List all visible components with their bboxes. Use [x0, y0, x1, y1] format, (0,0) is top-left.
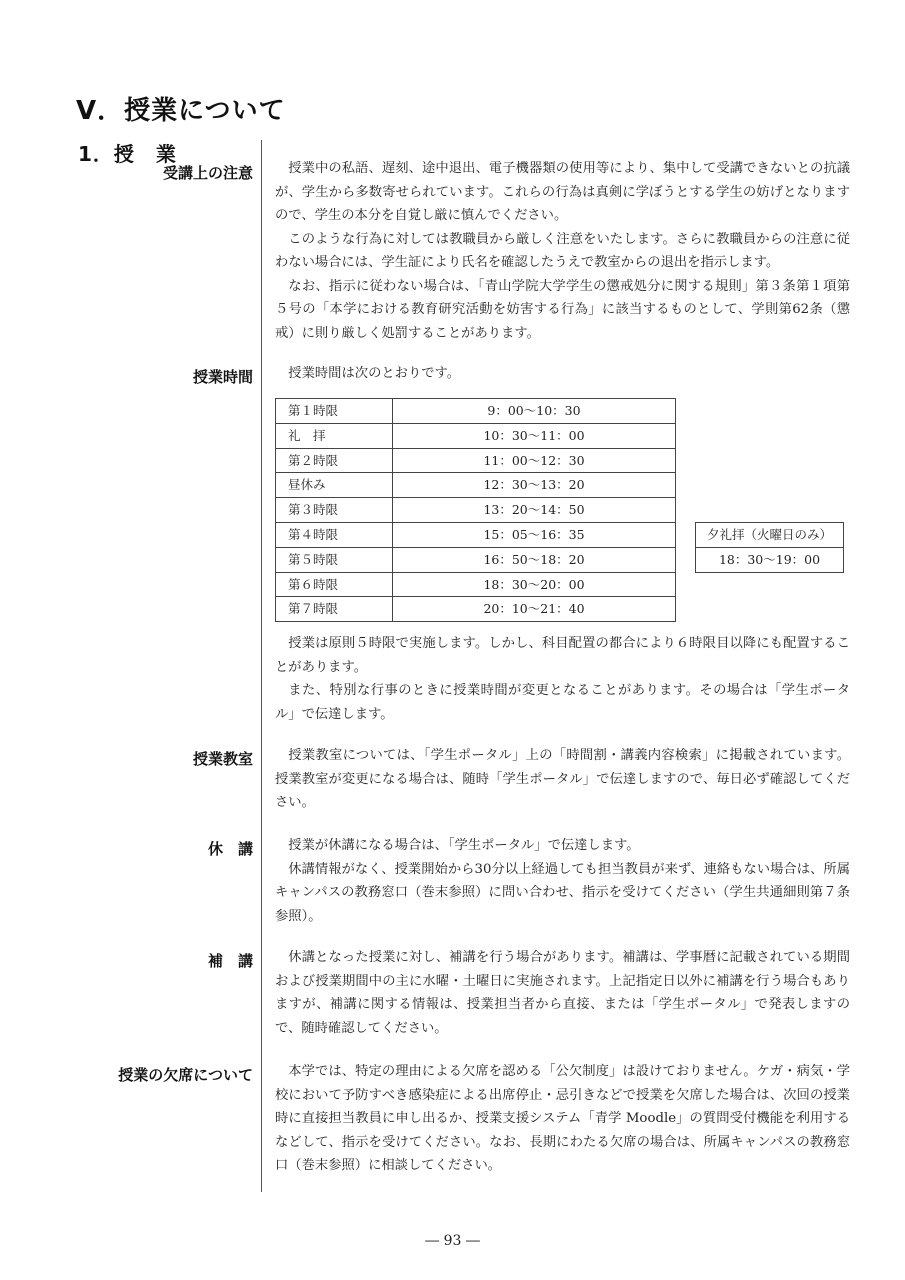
period-name: 第５時限	[276, 547, 393, 572]
period-time: 12：30〜13：20	[393, 473, 676, 498]
table-row	[276, 399, 676, 424]
absence-body	[275, 1060, 850, 1178]
table-row	[276, 572, 676, 597]
evening-worship-time: 18：30〜19：00	[696, 547, 844, 572]
period-name: 第２時限	[276, 448, 393, 473]
period-time: 11：00〜12：30	[393, 448, 676, 473]
period-name: 礼 拝	[276, 423, 393, 448]
period-time: 15：05〜16：35	[393, 522, 676, 547]
period-name: 第４時限	[276, 522, 393, 547]
label-notes: 受講上の注意	[162, 164, 253, 182]
period-name: 第７時限	[276, 597, 393, 622]
table-row	[276, 547, 676, 572]
period-time: 18：30〜20：00	[393, 572, 676, 597]
label-cancellation: 休 講	[207, 840, 253, 858]
vertical-divider	[261, 140, 262, 1192]
table-row	[696, 523, 844, 548]
hours-body	[275, 632, 850, 726]
label-classroom: 授業教室	[192, 750, 253, 768]
cancellation-paragraph: 休講情報がなく、授業開始から30分以上経過しても担当教員が来ず、連絡もない場合は、所属キャンパスの教務窓口（巻末参照）に問い合わせ、指示を受けてください（学生共通細則第７条参照）。	[275, 861, 850, 924]
hours-intro: 授業時間は次のとおりです。	[288, 366, 461, 381]
table-row	[276, 448, 676, 473]
section-title: 1．授 業	[78, 142, 177, 166]
chapter-title: Ⅴ．授業について	[76, 96, 286, 126]
period-time: 20：10〜21：40	[393, 597, 676, 622]
makeup-body	[275, 946, 850, 1040]
evening-worship-label: 夕礼拝（火曜日のみ）	[696, 523, 844, 548]
label-absence: 授業の欠席について	[118, 1066, 253, 1084]
period-name: 第１時限	[276, 399, 393, 424]
table-row	[696, 547, 844, 572]
hours-paragraph: 授業は原則５時限で実施します。しかし、科目配置の都合により６時限目以降にも配置することがあります。	[275, 636, 850, 675]
period-time: 9：00〜10：30	[393, 399, 676, 424]
hours-paragraph: また、特別な行事のときに授業時間が変更となることがあります。その場合は「学生ポータル」で伝達します。	[275, 683, 850, 722]
notes-body	[275, 157, 850, 345]
table-row	[276, 522, 676, 547]
cancellation-paragraph: 授業が休講になる場合は、「学生ポータル」で伝達します。	[288, 838, 640, 853]
label-hours: 授業時間	[192, 368, 253, 386]
absence-paragraph: 本学では、特定の理由による欠席を認める「公欠制度」は設けておりません。ケガ・病気・学校において予防すべき感染症による出席停止・忌引きなどで授業を欠席した場合は、次回の授業時に直接担当教員に申し出るか、授業支援システム「青学 Moodle」の質問受付機能を利用するなどして、指示を受けてください。なお、長期にわたる欠席の場合は、所属キャンパスの教務窓口（巻末参照）に相談してください。	[275, 1064, 850, 1173]
cancellation-body	[275, 834, 850, 928]
period-name: 第３時限	[276, 498, 393, 523]
notes-paragraph: 授業中の私語、遅刻、途中退出、電子機器類の使用等により、集中して受講できないとの抗議が、学生から多数寄せられています。これらの行為は真剣に学ぼうとする学生の妨げとなりますので、学生の本分を自覚し厳に慎んでください。	[275, 161, 850, 223]
label-makeup: 補 講	[207, 952, 253, 970]
period-time: 16：50〜18：20	[393, 547, 676, 572]
hours-intro-block	[275, 362, 850, 386]
period-time: 10：30〜11：00	[393, 423, 676, 448]
page-number: ― 93 ―	[425, 1233, 480, 1249]
makeup-paragraph: 休講となった授業に対し、補講を行う場合があります。補講は、学事暦に記載されている期間および授業期間中の主に水曜・土曜日に実施されます。上記指定日以外に補講を行う場合もありますが、補講に関する情報は、授業担当者から直接、または「学生ポータル」で発表しますので、随時確認してください。	[275, 950, 850, 1036]
classroom-paragraph: 授業教室については、「学生ポータル」上の「時間割・講義内容検索」に掲載されています。授業教室が変更になる場合は、随時「学生ポータル」で伝達しますので、毎日必ず確認してください。	[275, 748, 850, 810]
classroom-body	[275, 744, 850, 815]
table-row	[276, 498, 676, 523]
period-name: 昼休み	[276, 473, 393, 498]
notes-paragraph: このような行為に対しては教職員から厳しく注意をいたします。さらに教職員からの注意に従わない場合には、学生証により氏名を確認したうえで教室からの退出を指示します。	[275, 231, 850, 270]
table-row	[276, 473, 676, 498]
table-row	[276, 597, 676, 622]
table-row	[276, 423, 676, 448]
notes-paragraph: なお、指示に従わない場合は、「青山学院大学学生の懲戒処分に関する規則」第３条第１項第５号の「本学における教育研究活動を妨害する行為」に該当するものとして、学則第62条（懲戒）に則り厳しく処罰することがあります。	[275, 278, 850, 341]
period-time: 13：20〜14：50	[393, 498, 676, 523]
evening-worship-table	[695, 522, 844, 573]
period-name: 第６時限	[276, 572, 393, 597]
period-table	[275, 398, 676, 622]
